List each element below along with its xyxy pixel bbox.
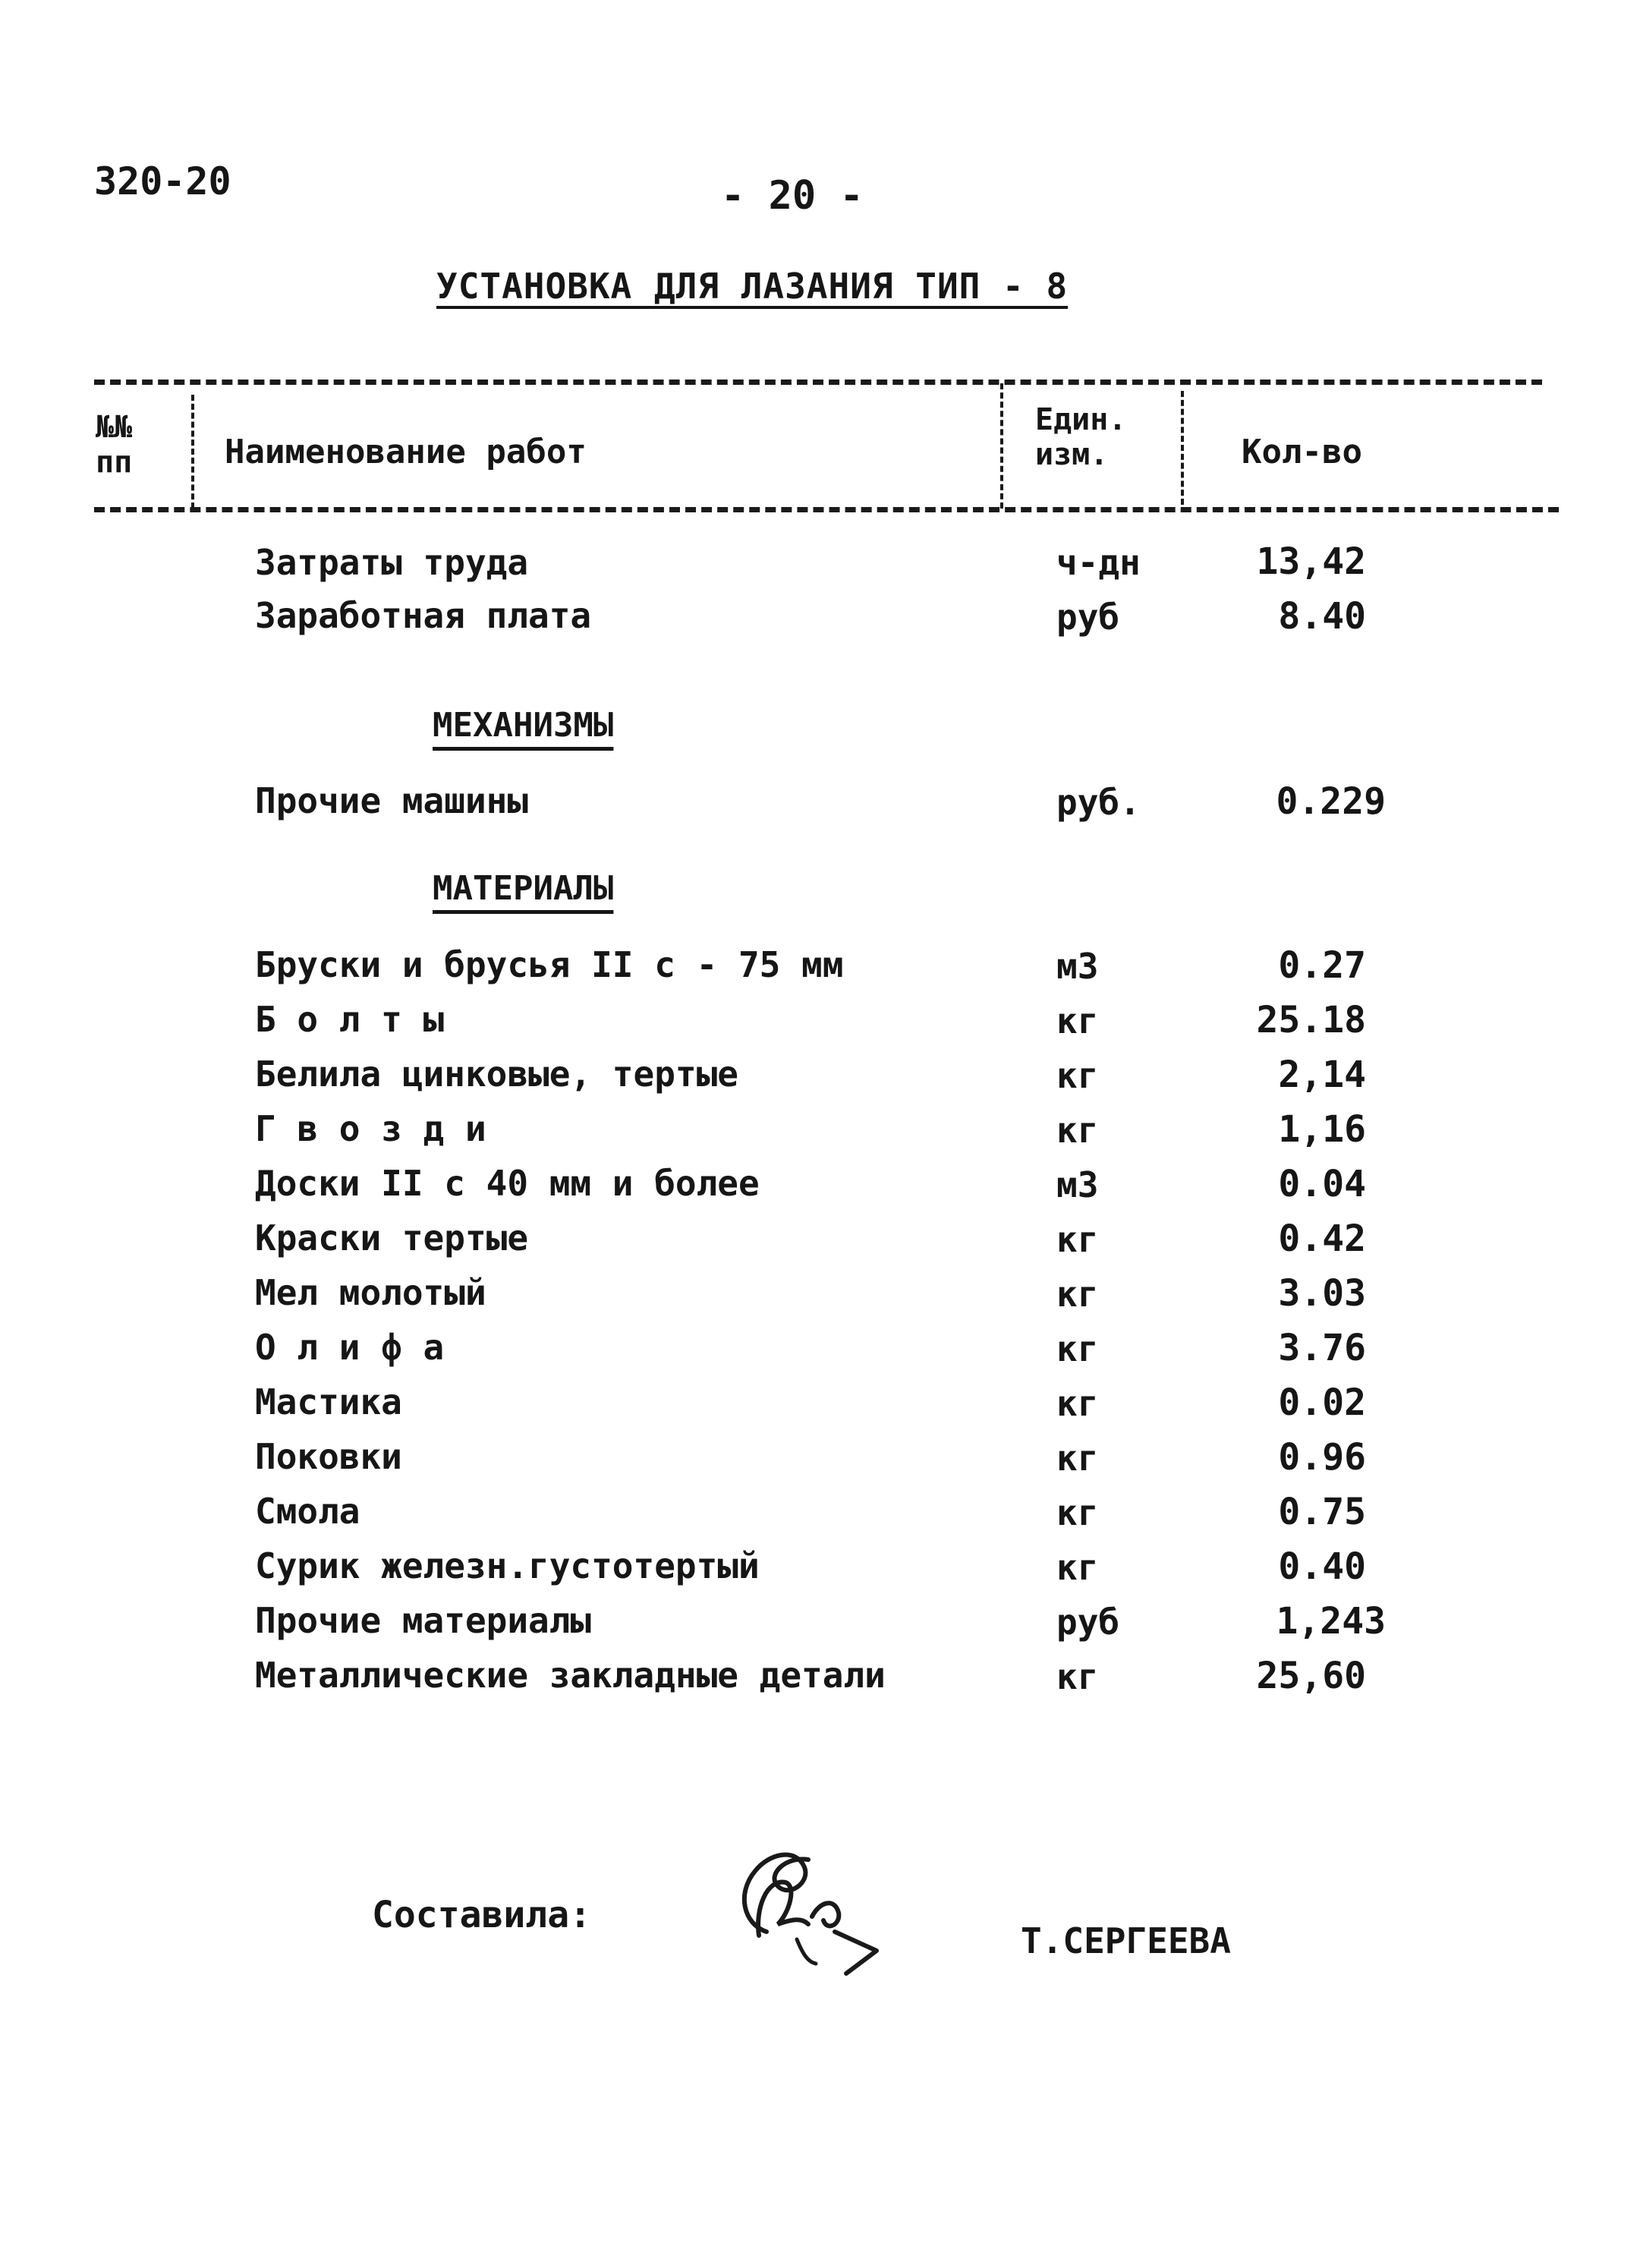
column-divider-2 [1000, 383, 1003, 509]
row-name: Мел молотый [255, 1272, 486, 1313]
document-title: УСТАНОВКА ДЛЯ ЛАЗАНИЯ ТИП - 8 [436, 266, 1069, 307]
row-unit: кг [1056, 1110, 1099, 1151]
col-number-line2: пп [96, 445, 133, 480]
row-unit: кг [1056, 1274, 1099, 1315]
row-name: Поковки [255, 1436, 402, 1477]
row-qty: 8.40 [1278, 595, 1366, 638]
row-name: Бруски и брусья II с - 75 мм [255, 944, 844, 985]
row-unit: кг [1056, 1383, 1099, 1424]
row-qty: 25.18 [1256, 999, 1366, 1041]
row-name: Затраты труда [255, 542, 529, 583]
row-qty: 1,16 [1278, 1108, 1366, 1151]
row-qty: 2,14 [1278, 1054, 1366, 1096]
page-number: - 20 - [721, 173, 864, 219]
row-name: Белила цинковые, тертые [255, 1054, 738, 1095]
row-unit: руб [1056, 597, 1120, 638]
row-qty: 13,42 [1256, 540, 1366, 583]
row-unit: кг [1056, 1328, 1099, 1369]
col-number-header [96, 410, 132, 480]
row-qty: 3.03 [1278, 1272, 1366, 1315]
row-name: Смола [255, 1491, 360, 1532]
row-qty: 0.27 [1278, 944, 1366, 987]
composer-label: Составила: [372, 1894, 591, 1936]
row-unit: руб [1056, 1602, 1120, 1643]
row-name: Г в о з д и [255, 1108, 486, 1149]
section-heading-mechanisms: МЕХАНИЗМЫ [433, 706, 614, 745]
row-unit: кг [1056, 1492, 1099, 1533]
row-unit: кг [1056, 1219, 1099, 1260]
row-qty: 0.04 [1278, 1163, 1366, 1205]
row-unit: ч-дн [1056, 542, 1141, 583]
col-number-line1: №№ [96, 410, 133, 445]
table-header-bottom-rule [94, 507, 1559, 512]
section-heading-materials: МАТЕРИАЛЫ [433, 869, 614, 908]
row-name: Б о л т ы [255, 999, 445, 1040]
row-name: Сурик железн.густотертый [255, 1545, 760, 1586]
row-unit: кг [1056, 1656, 1099, 1697]
row-name: Металлические закладные детали [255, 1655, 886, 1696]
row-qty: 0.75 [1278, 1491, 1366, 1533]
column-divider-1 [191, 395, 194, 509]
row-name: Краски тертые [255, 1217, 529, 1258]
row-name: Прочие машины [255, 780, 529, 821]
row-unit: м3 [1056, 946, 1099, 987]
column-divider-3 [1181, 391, 1184, 505]
row-unit: кг [1056, 1000, 1099, 1041]
col-name-header: Наименование работ [225, 433, 587, 471]
row-name: Заработная плата [255, 595, 592, 636]
row-qty: 3.76 [1278, 1327, 1366, 1369]
col-unit-line2: изм. [1035, 437, 1109, 472]
row-qty: 0.42 [1278, 1217, 1366, 1260]
table-top-rule [94, 380, 1542, 385]
row-qty: 0.229 [1276, 780, 1386, 823]
row-qty: 0.02 [1278, 1381, 1366, 1424]
row-unit: кг [1056, 1547, 1099, 1588]
col-unit-line1: Един. [1035, 402, 1127, 437]
row-unit: кг [1056, 1438, 1099, 1479]
document-code: 320-20 [94, 159, 231, 203]
signature-image [713, 1825, 896, 1985]
row-unit: м3 [1056, 1164, 1099, 1205]
col-unit-header [1035, 402, 1126, 472]
row-name: О л и ф а [255, 1327, 445, 1368]
row-unit: руб. [1056, 782, 1141, 823]
row-qty: 0.96 [1278, 1436, 1366, 1479]
col-qty-header: Кол-во [1242, 433, 1362, 471]
row-unit: кг [1056, 1055, 1099, 1096]
row-name: Прочие материалы [255, 1600, 592, 1641]
row-qty: 25,60 [1256, 1655, 1366, 1697]
row-qty: 0.40 [1278, 1545, 1366, 1588]
row-qty: 1,243 [1276, 1600, 1386, 1643]
row-name: Доски II с 40 мм и более [255, 1163, 760, 1204]
row-name: Мастика [255, 1381, 402, 1422]
composer-name: Т.СЕРГЕЕВА [1021, 1920, 1231, 1961]
